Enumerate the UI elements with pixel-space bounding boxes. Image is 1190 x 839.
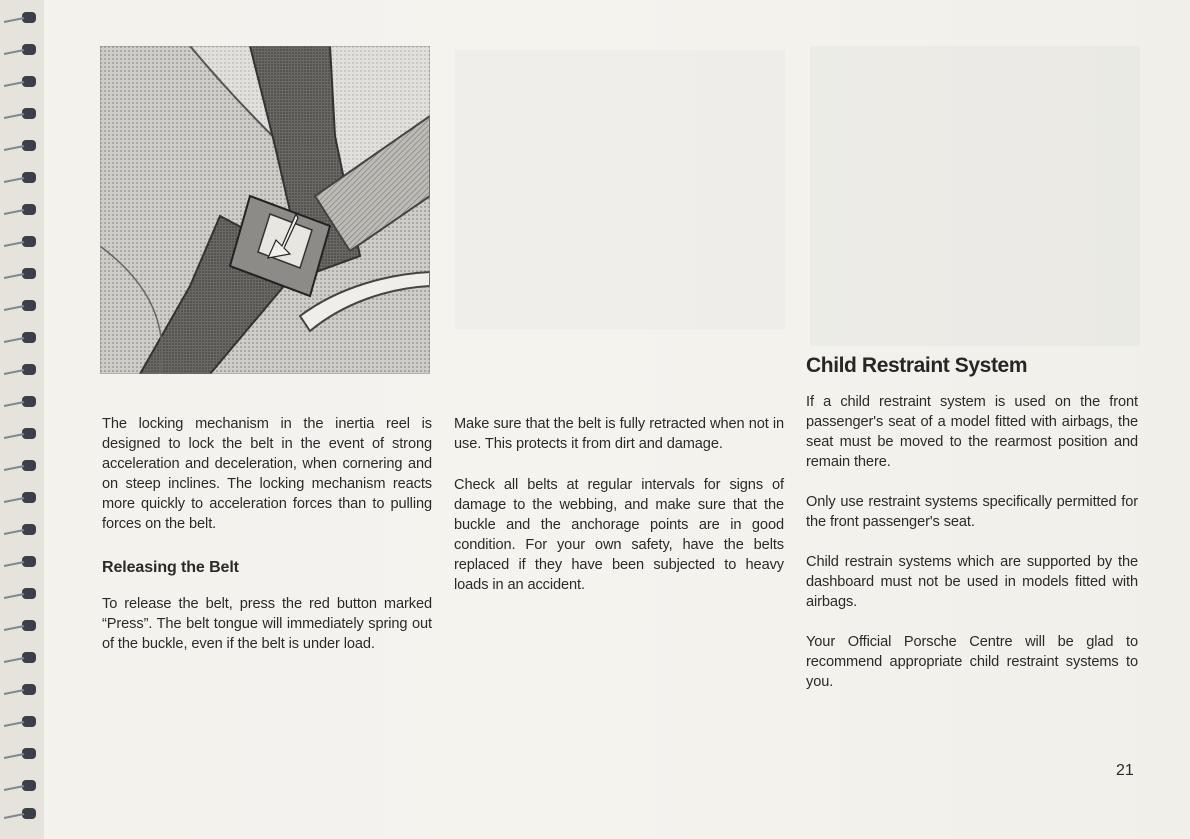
check-belts-paragraph: Check all belts at regular intervals for signs of damage to the webbing, and make sure that the buckle and the anchorage points are in good condition. For your own safety, have the belts replaced if they have been subjected to heavy loads in an accident. <box>454 477 784 593</box>
spiral-binding-icon <box>0 0 44 839</box>
show-through-block <box>810 46 1140 346</box>
inertia-reel-paragraph: The locking mechanism in the inertia reel is designed to lock the belt in the event of strong acceleration and deceleration, when cornering and on steep inclines. The locking mechanism reacts more quickly to acceleration forces than to pulling forces on the belt. <box>102 416 432 532</box>
release-belt-paragraph: To release the belt, press the red button marked “Press”. The belt tongue will immediately spring out of the buckle, even if the belt is under load. <box>102 596 432 652</box>
child-restraint-paragraph-1: If a child restraint system is used on the front passenger's seat of a model fitted with airbags, the seat must be moved to the rearmost position and remain there. <box>806 394 1138 470</box>
column-left <box>102 414 432 675</box>
page-number: 21 <box>1116 762 1134 779</box>
seat-belt-buckle-illustration <box>100 46 430 374</box>
child-restraint-paragraph-4: Your Official Porsche Centre will be glad to recommend appropriate child restraint systems to you. <box>806 634 1138 690</box>
column-middle <box>454 414 784 616</box>
seat-belt-illustration <box>100 46 430 374</box>
retract-belt-paragraph: Make sure that the belt is fully retracted when not in use. This protects it from dirt and damage. <box>454 416 784 452</box>
show-through-block <box>455 50 785 330</box>
child-restraint-title: Child Restraint System <box>806 354 1028 377</box>
releasing-belt-heading: Releasing the Belt <box>102 559 239 576</box>
child-restraint-paragraph-3: Child restrain systems which are supported by the dashboard must not be used in models fitted with airbags. <box>806 554 1138 610</box>
column-right <box>806 392 1138 712</box>
child-restraint-paragraph-2: Only use restraint systems specifically permitted for the front passenger's seat. <box>806 494 1138 530</box>
